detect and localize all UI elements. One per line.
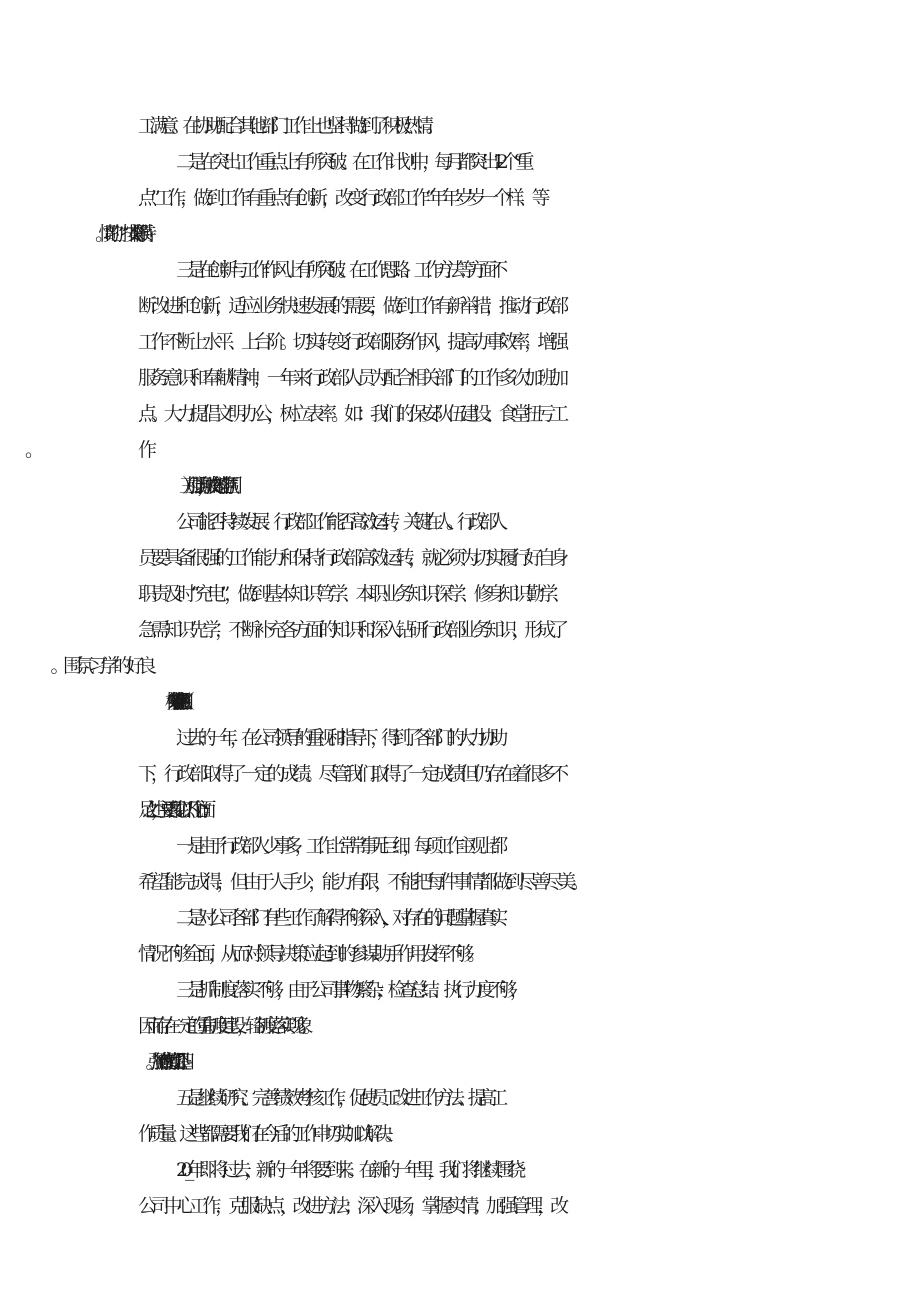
text-line: 员要具备很强的工作能力和保持行政部高效运转，就必须为切实履行好自身: [138, 547, 564, 569]
text-line: 一是由于行政部人少事多，工作上常常事无巨细，每项工作主观上都: [176, 835, 501, 857]
text-line: 因而存在一定的重制度建设，轻制度落实现象。: [138, 1015, 312, 1037]
text-line: [138, 434, 920, 466]
text-line: 急需知识先学，不断补充各方面的知识和深入钻研行政部业务知识，形成了: [138, 619, 564, 641]
text-line: 作质量。这些都需要我们在今后的工作中切实加以解决。: [138, 1123, 396, 1145]
text-line: 公司中心工作，克服缺点，改进方法；深入现场，掌握实情；加强管理，改: [138, 1195, 564, 1217]
text-line: 工作不断上水平、上台阶。切实转变行政部服务作风，提高办事效率，增强: [138, 331, 564, 353]
text-line: [138, 650, 920, 682]
text-line: 二是在突出工作重点上有所突破。在工作计划中，每月都突出1-2个“重: [176, 151, 528, 173]
text-line: 职责及时“充电”，做到基本知识笃学、本职业务知识深学、修身知识勤学、: [138, 583, 566, 605]
text-line: 足之处，主要表现在以下几个方面：: [138, 799, 207, 821]
text-line: 工满意。在协助配合其他部门工作上也坚持做到了积极热情。: [138, 115, 438, 137]
section-heading: （三）加强学习，形成良好的学习氛围: [176, 475, 228, 497]
text-line: [138, 218, 920, 250]
text-line: 服务意识和奉献精神，一年来行政部人员为配合相关部门的工作多次加班加: [138, 367, 564, 389]
text-line: 断改进和创新，适应业务快速发展的需要，做到工作有新举措，推动行政部: [138, 295, 564, 317]
text-line: 三是在创新与工作作风上有所突破。在工作思路、工作方法等方面不: [176, 259, 501, 281]
text-line: 五是继续研究、完善绩效考核工作，促使员工改进工作方法、提高工: [176, 1087, 501, 1109]
text-line: 过去的一年，在公司领导的重视和指导下，得到了各部门的大力协助: [176, 727, 501, 749]
text-line: 公司能否持续发展、行政部工作能否高效运转，关键在人。行政部人: [176, 511, 501, 533]
text-line: 20_年即将过去，新的一年将要到来。在新的一年里，我们将继续围绕: [176, 1159, 519, 1181]
text-line: 希望能完成得，但由于人手少，能力有限，不能把每件事情都做到尽善尽美。: [138, 871, 585, 893]
text-line: 二是对公司各部门有些工作了解得不够深入，对存在的问题掌握真实: [176, 907, 501, 929]
text-line: 下，行政部取得了一定的成绩。尽管我们取得了一定成绩但仍存在着很多不: [138, 763, 564, 785]
text-line: 情况不够全面，从而对领导决策应起到的参谋助手作用发挥不够。: [138, 943, 480, 965]
text-line: 三是抓制度落实不够，由于公司事物繁杂，检查总结、执行力度不够，: [176, 979, 522, 1001]
text-line: 点”工作，做到工作有重点有创新，改变行政部工作“年年岁岁一个样、等: [138, 187, 545, 209]
text-line: [176, 1046, 920, 1078]
text-line: 点。大力提倡文明办公，树立表率。如：我们的保安队伍建设、食堂扭亏工: [138, 403, 564, 425]
section-heading: [176, 686, 920, 718]
